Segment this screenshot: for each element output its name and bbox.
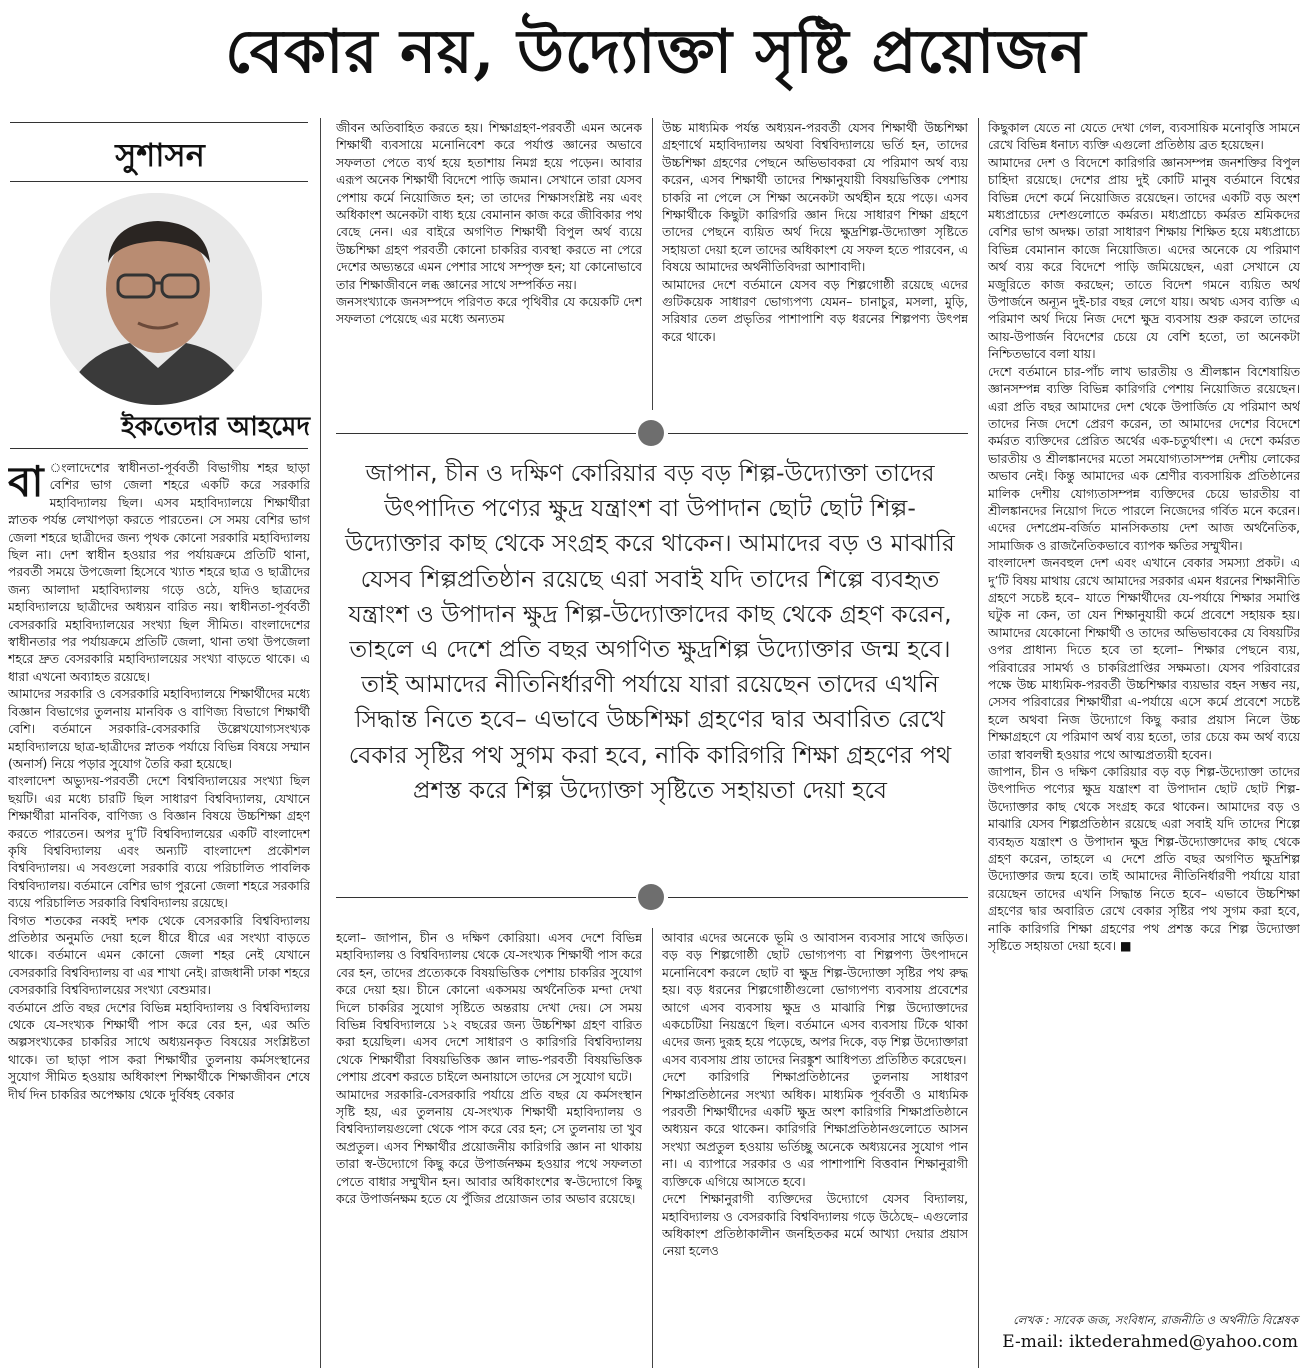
- pullquote-rule-left-bottom: [336, 897, 636, 898]
- column-divider-3: [978, 118, 979, 1368]
- column-divider-2-bottom: [652, 928, 653, 1368]
- author-name: ইকতেদার আহমেদ: [121, 412, 310, 442]
- section-rule-top: [10, 122, 308, 123]
- column-1: [8, 460, 310, 1368]
- column-2-top: [336, 120, 642, 412]
- column-3-top-text: উচ্চ মাধ্যমিক পর্যন্ত অধ্যয়ন-পরবর্তী যেসব শিক্ষার্থী উচ্চশিক্ষা গ্রহণার্থে মহাবিদ্যালয় অথবা বিশ্ববিদ্যালয়ে ভর্তি হন, তাদের উচ্চশিক্ষা গ্রহণের পেছনে অভিভাবকরা যে পরিমাণ অর্থ ব্যয় করেন, এসব শিক্ষার্থী তাদের শিক্ষানুযায়ী বিষয়ভিত্তিক পেশায় চাকরি না পেলে সে শিক্ষা অনেকটা অর্থহীন হয়ে পড়ে। এসব শিক্ষার্থীকে কিছুটা কারিগরি জ্ঞান দিয়ে সাধারণ শিক্ষা গ্রহণে তাদের পেছনে ব্যয়িত অর্থ দিয়ে ক্ষুদ্রশিল্প-উদ্যোক্তা সৃষ্টিতে সহায়তা দেয়া হলে তাদের অধিকাংশ যে সফল হতে পারবেন, এ বিষয়ে আমাদের অর্থনীতিবিদরা আশাবাদী। আমাদের দেশে বর্তমানে যেসব বড় শিল্পগোষ্ঠী রয়েছে এদের গুটিকয়েক সাধারণ ভোগ্যপণ্য যেমন– চানাচুর, মসলা, মুড়ি, সরিষার তেল প্রভৃতির পাশাপাশি বড় ধরনের শিল্পপণ্য উৎপন্ন করে থাকে।: [662, 121, 968, 344]
- pullquote-rule-right-bottom: [668, 897, 968, 898]
- pullquote-rule-left-top: [336, 433, 636, 434]
- column-4-text: কিছুকাল যেতে না যেতে দেখা গেল, ব্যবসায়িক মনোবৃত্তি সামনে রেখে বিভিন্ন ধনাঢ্য ব্যক্তি এগুলো প্রতিষ্ঠায় ব্রত হয়েছেন। আমাদের দেশ ও বিদেশে কারিগরি জ্ঞানসম্পন্ন জনশক্তির বিপুল চাহিদা রয়েছে। দেশের প্রায় দুই কোটি মানুষ বর্তমানে বিশ্বের বিভিন্ন দেশে কর্মে নিয়োজিত রয়েছেন। তাদের একটি বড় অংশ মধ্যপ্রাচ্যের দেশগুলোতে কর্মরত। মধ্যপ্রাচ্যে কর্মরত শ্রমিকদের বেশির ভাগ অদক্ষ। তারা সাধারণ শিক্ষায় শিক্ষিত হয়ে মধ্যপ্রাচ্যে বিভিন্ন বেমানান কাজে নিয়োজিত। এদের অনেকে যে পরিমাণ অর্থ ব্যয় করে বিদেশে পাড়ি জমিয়েছেন, এরা সেখানে যে মজুরিতে কাজ করছেন; তাতে বিদেশ গমনে ব্যয়িত অর্থ উপার্জনে অন্যূন দুই-চার বছর লেগে যায়। অথচ এসব ব্যক্তি এ পরিমাণ অর্থ দিয়ে নিজ দেশে ক্ষুদ্র ব্যবসায় শুরু করলে তাদের আয়-উপার্জন বিদেশের চেয়ে যে বেশি হতো, তা অনেকটা নিশ্চিতভাবে বলা যায়। দেশে বর্তমানে চার-পাঁচ লাখ ভারতীয় ও শ্রীলঙ্কান বিশেষায়িত জ্ঞানসম্পন্ন ব্যক্তি বিভিন্ন কারিগরি পেশায় নিয়োজিত রয়েছেন। এরা প্রতি বছর আমাদের দেশ থেকে উপার্জিত যে পরিমাণ অর্থ তাদের নিজ দেশে প্রেরণ করেন, তা আমাদের দেশের বিদেশে কর্মরত ব্যক্তিদের প্রেরিত অর্থের এক-চতুর্থাংশ। এ দেশে কর্মরত ভারতীয় ও শ্রীলঙ্কানদের মতো সমযোগ্যতাসম্পন্ন দেশীয় লোকের অভাব নেই। কিন্তু আমাদের এক শ্রেণীর ব্যবসায়িক প্রতিষ্ঠানের মালিক দেশীয় যোগ্যতাসম্পন্ন ব্যক্তিদের চেয়ে ভারতীয় বা শ্রীলঙ্কানদের নিয়োগ দিতে পারলে নিজেদের গর্বিত মনে করেন। এদের দেশপ্রেম-বর্জিত মানসিকতায় দেশ আজ অর্থনৈতিক, সামাজিক ও রাজনৈতিকভাবে ব্যাপক ক্ষতির সম্মুখীন। বাংলাদেশ জনবহুল দেশ এবং এখানে বেকার সমস্যা প্রকট। এ দু’টি বিষয় মাথায় রেখে আমাদের সরকার এমন ধরনের শিক্ষানীতি গ্রহণে সচেষ্ট হবে– যাতে শিক্ষার্থীদের যে-পর্যায়ে শিক্ষার সমাপ্তি ঘটুক না কেন, তা যেন শিক্ষানুযায়ী কর্মে প্রবেশে সহায়ক হয়। আমাদের যেকোনো শিক্ষার্থী ও তাদের অভিভাবকের যে বিষয়টির ওপর প্রাধান্য দিতে হবে তা হলো– শিক্ষার পেছনে ব্যয়, পরিবারের সামর্থ্য ও চাকরিপ্রাপ্তির সক্ষমতা। যেসব পরিবারের পক্ষে উচ্চ মাধ্যমিক-পরবর্তী উচ্চশিক্ষার ব্যয়ভার বহন সম্ভব নয়, সেসব পরিবারের শিক্ষার্থীরা এ-পর্যায়ে এসে কর্মে প্রবেশে সচেষ্ট হলে অথবা নিজ উদ্যোগে কিছু করার প্রয়াস নিলে উচ্চ শিক্ষাগ্রহণে যে পরিমাণ অর্থ ব্যয় হতো, তার চেয়ে কম অর্থ ব্যয়ে তারা স্বাবলম্বী হওয়ার পথে আত্মপ্রত্যয়ী হবেন। জাপান, চীন ও দক্ষিণ কোরিয়ার বড় বড় শিল্প-উদ্যোক্তা তাদের উৎপাদিত পণ্যের ক্ষুদ্র যন্ত্রাংশ বা উপাদান ছোট ছোট শিল্প-উদ্যোক্তার কাছ থেকে সংগ্রহ করে থাকেন। আমাদের বড় ও মাঝারি যেসব শিল্পপ্রতিষ্ঠান রয়েছে এরা সবাই যদি তাদের শিল্পে ব্যবহৃত যন্ত্রাংশ ও উপাদান ক্ষুদ্র শিল্প-উদ্যোক্তাদের কাছ থেকে গ্রহণ করেন, তাহলে এ দেশে প্রতি বছর অগণিত ক্ষুদ্রশিল্প উদ্যোক্তার জন্ম হবে। তাই আমাদের নীতিনির্ধারণী পর্যায়ে যারা রয়েছেন তাদের এখনি সিদ্ধান্ত নিতে হবে– এভাবে উচ্চশিক্ষা গ্রহণের দ্বার অবারিত রেখে বেকার সৃষ্টির পথ সুগম করা হবে, নাকি কারিগরি শিক্ষা গ্রহণের পথ প্রশস্ত করে শিল্প উদ্যোক্তা সৃষ্টিতে সহায়তা দেয়া হবে। ■: [988, 121, 1300, 954]
- author-rule: [10, 448, 308, 449]
- column-2-bottom: [336, 930, 642, 1366]
- pullquote-dot-bottom: [638, 884, 664, 910]
- column-1-text: ংলাদেশের স্বাধীনতা-পূর্ববর্তী বিভাগীয় শহর ছাড়া বেশির ভাগ জেলা শহরে একটি করে সরকারি মহাবিদ্যালয় ছিল। এসব মহাবিদ্যালয়ে শিক্ষার্থীরা স্নাতক পর্যন্ত লেখাপড়া করতে পারতেন। সে সময় বেশির ভাগ জেলা শহরে ছাত্রীদের জন্য পৃথক কোনো সরকারি মহাবিদ্যালয় ছিল না। দেশ স্বাধীন হওয়ার পর পর্যায়ক্রমে প্রতিটি থানা, পরবর্তী সময়ে উপজেলা হিসেবে খ্যাত শহরে ছাত্র ও ছাত্রীদের জন্য আলাদা মহাবিদ্যালয় গড়ে ওঠে, যদিও ছাত্রদের মহাবিদ্যালয়ে ছাত্রীদের অধ্যয়ন বারিত নয়। স্বাধীনতা-পূর্ববর্তী বেসরকারি মহাবিদ্যালয়ের সংখ্যা ছিল সীমিত। বাংলাদেশের স্বাধীনতার পর পর্যায়ক্রমে প্রতিটি জেলা, থানা তথা উপজেলা শহরে দ্রুত বেসরকারি মহাবিদ্যালয়ের সংখ্যা বাড়তে থাকে। এ ধারা এখনো অব্যাহত রয়েছে। আমাদের সরকারি ও বেসরকারি মহাবিদ্যালয়ে শিক্ষার্থীদের মধ্যে বিজ্ঞান বিভাগের তুলনায় মানবিক ও বাণিজ্য বিভাগে শিক্ষার্থী বেশি। বর্তমানে সরকারি-বেসরকারি উল্লেখযোগ্যসংখ্যক মহাবিদ্যালয়ে ছাত্র-ছাত্রীদের স্নাতক পর্যায়ে বিভিন্ন বিষয়ে সম্মান (অনার্স) নিয়ে পড়ার সুযোগ তৈরি করা হয়েছে। বাংলাদেশ অভ্যুদয়-পরবর্তী দেশে বিশ্ববিদ্যালয়ের সংখ্যা ছিল ছয়টি। এর মধ্যে চারটি ছিল সাধারণ বিশ্ববিদ্যালয়, যেখানে শিক্ষার্থীরা মানবিক, বাণিজ্য ও বিজ্ঞান বিষয়ে উচ্চশিক্ষা গ্রহণ করতে পারতেন। অপর দু’টি বিশ্ববিদ্যালয়ের একটি বাংলাদেশ কৃষি বিশ্ববিদ্যালয় এবং অন্যটি বাংলাদেশ প্রকৌশল বিশ্ববিদ্যালয়। এ সবগুলো সরকারি ব্যয়ে পরিচালিত পাবলিক বিশ্ববিদ্যালয়। বর্তমানে বেশির ভাগ পুরনো জেলা শহরে সরকারি ব্যয়ে পরিচালিত সরকারি বিশ্ববিদ্যালয় রয়েছে। বিগত শতকের নব্বই দশক থেকে বেসরকারি বিশ্ববিদ্যালয় প্রতিষ্ঠার অনুমতি দেয়া হলে ধীরে ধীরে এর সংখ্যা বাড়তে থাকে। বর্তমানে এমন কোনো জেলা শহর নেই যেখানে বেসরকারি বিশ্ববিদ্যালয় বা এর শাখা নেই। রাজধানী ঢাকা শহরে বেসরকারি বিশ্ববিদ্যালয়ের সংখ্যা বেশুমার। বর্তমানে প্রতি বছর দেশের বিভিন্ন মহাবিদ্যালয় ও বিশ্ববিদ্যালয় থেকে যে-সংখ্যক শিক্ষার্থী পাস করে বের হন, এর অতি অল্পসংখ্যকের চাকরির সাথে অধ্যয়নকৃত বিষয়ের সংশ্লিষ্টতা থাকে। তা ছাড়া পাস করা শিক্ষার্থীর তুলনায় কর্মসংস্থানের সুযোগ সীমিত হওয়ায় অধিকাংশ শিক্ষার্থীকে শিক্ষাজীবন শেষে দীর্ঘ দিন চাকরির অপেক্ষায় থেকে দুর্বিষহ বেকার: [8, 461, 310, 1102]
- author-email: E-mail: iktederahmed@yahoo.com: [1002, 1332, 1298, 1352]
- pullquote-rule-right-top: [668, 433, 968, 434]
- headline: বেকার নয়, উদ্যোক্তা সৃষ্টি প্রয়োজন: [225, 17, 1087, 87]
- column-3-bottom: [662, 930, 968, 1366]
- column-divider-2-top: [652, 118, 653, 410]
- column-2-bottom-text: হলো– জাপান, চীন ও দক্ষিণ কোরিয়া। এসব দেশে বিভিন্ন মহাবিদ্যালয় ও বিশ্ববিদ্যালয় থেকে যে-সংখ্যক শিক্ষার্থী পাস করে বের হন, তাদের প্রত্যেককে বিষয়ভিত্তিক পেশায় চাকরির সুযোগ করে দেয়া হয়। চীনে কোনো একসময় অর্থনৈতিক মন্দা দেখা দিলে চাকরির সুযোগ সৃষ্টিতে অন্তরায় দেখা দেয়। সে সময় বিভিন্ন বিশ্ববিদ্যালয়ে ১২ বছরের জন্য উচ্চশিক্ষা গ্রহণ বারিত করা হয়েছিল। এসব দেশে সাধারণ ও কারিগরি বিশ্ববিদ্যালয় থেকে শিক্ষার্থীরা বিষয়ভিত্তিক জ্ঞান লাভ-পরবর্তী বিষয়ভিত্তিক পেশায় প্রবেশ করতে চাইলে অনায়াসে তাদের সে সুযোগ ঘটে। আমাদের সরকারি-বেসরকারি পর্যায়ে প্রতি বছর যে কর্মসংস্থান সৃষ্টি হয়, এর তুলনায় যে-সংখ্যক শিক্ষার্থী মহাবিদ্যালয় ও বিশ্ববিদ্যালয়গুলো থেকে পাস করে বের হন; সে তুলনায় তা খুব অপ্রতুল। এসব শিক্ষার্থীর প্রয়োজনীয় কারিগরি জ্ঞান না থাকায় তারা স্ব-উদ্যোগে কিছু করে উপার্জনক্ষম হওয়ার পথে সফলতা পেতে বাধার সম্মুখীন হন। আবার অধিকাংশের স্ব-উদ্যোগে কিছু করে উপার্জনক্ষম হতে যে পুঁজির প্রয়োজন তার অভাব রয়েছে।: [336, 931, 642, 1207]
- dropcap: বা: [8, 460, 44, 506]
- author-credit: লেখক : সাবেক জজ, সংবিধান, রাজনীতি ও অর্থনীতি বিশ্লেষক: [1013, 1313, 1298, 1327]
- column-4: [988, 120, 1300, 1300]
- pullquote-dot-top: [638, 420, 664, 446]
- column-divider-1: [320, 118, 321, 1368]
- pull-quote: জাপান, চীন ও দক্ষিণ কোরিয়ার বড় বড় শিল্প-উদ্যোক্তা তাদের উৎপাদিত পণ্যের ক্ষুদ্র যন্ত্রাংশ বা উপাদান ছোট ছোট শিল্প-উদ্যোক্তার কাছ থেকে সংগ্রহ করে থাকেন। আমাদের বড় ও মাঝারি যেসব শিল্পপ্রতিষ্ঠান রয়েছে এরা সবাই যদি তাদের শিল্পে ব্যবহৃত যন্ত্রাংশ ও উপাদান ক্ষুদ্র শিল্প-উদ্যোক্তাদের কাছ থেকে গ্রহণ করেন, তাহলে এ দেশে প্রতি বছর অগণিত ক্ষুদ্রশিল্প উদ্যোক্তার জন্ম হবে। তাই আমাদের নীতিনির্ধারণী পর্যায়ে যারা রয়েছেন তাদের এখনি সিদ্ধান্ত নিতে হবে– এভাবে উচ্চশিক্ষা গ্রহণের দ্বার অবারিত রেখে বেকার সৃষ্টির পথ সুগম করা হবে, নাকি কারিগরি শিক্ষা গ্রহণের পথ প্রশস্ত করে শিল্প উদ্যোক্তা সৃষ্টিতে সহায়তা দেয়া হবে: [345, 459, 955, 804]
- column-3-bottom-text: আবার এদের অনেকে ভূমি ও আবাসন ব্যবসার সাথে জড়িত। বড় বড় শিল্পগোষ্ঠী ছোট ভোগ্যপণ্য বা শিল্পপণ্য উৎপাদনে মনোনিবেশ করলে ছোট বা ক্ষুদ্র শিল্প-উদ্যোক্তা সৃষ্টির পথ রুদ্ধ হয়। বড় ধরনের শিল্পগোষ্ঠীগুলো ভোগ্যপণ্য ব্যবসায় প্রবেশের আগে এসব ব্যবসায় ক্ষুদ্র ও মাঝারি শিল্প উদ্যোক্তাদের একচেটিয়া নিয়ন্ত্রণে ছিল। বর্তমানে এসব ব্যবসায় টিকে থাকা এদের জন্য দুরূহ হয়ে পড়েছে, অপর দিকে, বড় শিল্প উদ্যোক্তারা এসব ব্যবসায় প্রায় তাদের নিরঙ্কুশ আধিপত্য প্রতিষ্ঠিত করেছেন। দেশে কারিগরি শিক্ষাপ্রতিষ্ঠানের তুলনায় সাধারণ শিক্ষাপ্রতিষ্ঠানের সংখ্যা অধিক। মাধ্যমিক পূর্ববর্তী ও মাধ্যমিক পরবর্তী শিক্ষার্থীদের একটি ক্ষুদ্র অংশ কারিগরি শিক্ষাপ্রতিষ্ঠানে অধ্যয়ন করে থাকেন। কারিগরি শিক্ষাপ্রতিষ্ঠানগুলোতে আসন সংখ্যা অপ্রতুল হওয়ায় ভর্তিচ্ছু অনেকে অধ্যয়নের সুযোগ পান না। এ ব্যাপারে সরকার ও এর পাশাপাশি বিত্তবান শিক্ষানুরাগী ব্যক্তিকে এগিয়ে আসতে হবে। দেশে শিক্ষানুরাগী ব্যক্তিদের উদ্যোগে যেসব বিদ্যালয়, মহাবিদ্যালয় ও বেসরকারি বিশ্ববিদ্যালয় গড়ে উঠেছে– এগুলোর অধিকাংশ প্রতিষ্ঠাকালীন জনহিতকর মর্মে আখ্যা দেয়ার প্রয়াস নেয়া হলেও: [662, 931, 968, 1259]
- column-3-top: [662, 120, 968, 412]
- column-2-top-text: জীবন অতিবাহিত করতে হয়। শিক্ষাগ্রহণ-পরবর্তী এমন অনেক শিক্ষার্থী ব্যবসায়ে মনোনিবেশ করে পর্যাপ্ত জ্ঞানের অভাবে সফলতা পেতে ব্যর্থ হয়ে হতাশায় নিমগ্ন হয়ে পড়েন। আবার এরূপ অনেক শিক্ষার্থী বিদেশে পাড়ি জমান। সেখানে তারা যেসব পেশায় কর্মে নিয়োজিত হন; তা তাদের শিক্ষাসংশ্লিষ্ট নয় এবং অধিকাংশ অনেকটা বাধ্য হয়ে বেমানান কাজ করে জীবিকার পথ বেছে নেন। এর বাইরে অগণিত শিক্ষার্থী বিপুল অর্থ ব্যয়ে উচ্চশিক্ষা গ্রহণ পরবর্তী কোনো চাকরির ব্যবস্থা করতে না পেরে দেশের অভ্যন্তরে এমন পেশার সাথে সম্পৃক্ত হন; যা কোনোভাবে তার শিক্ষাজীবনে লব্ধ জ্ঞানের সাথে সম্পর্কিত নয়। জনসংখ্যাকে জনসম্পদে পরিণত করে পৃথিবীর যে কয়েকটি দেশ সফলতা পেয়েছে এর মধ্যে অন্যতম: [336, 121, 642, 327]
- section-rule-bottom: [10, 181, 308, 182]
- author-photo: [50, 193, 262, 405]
- section-label: সুশাসন: [115, 136, 205, 174]
